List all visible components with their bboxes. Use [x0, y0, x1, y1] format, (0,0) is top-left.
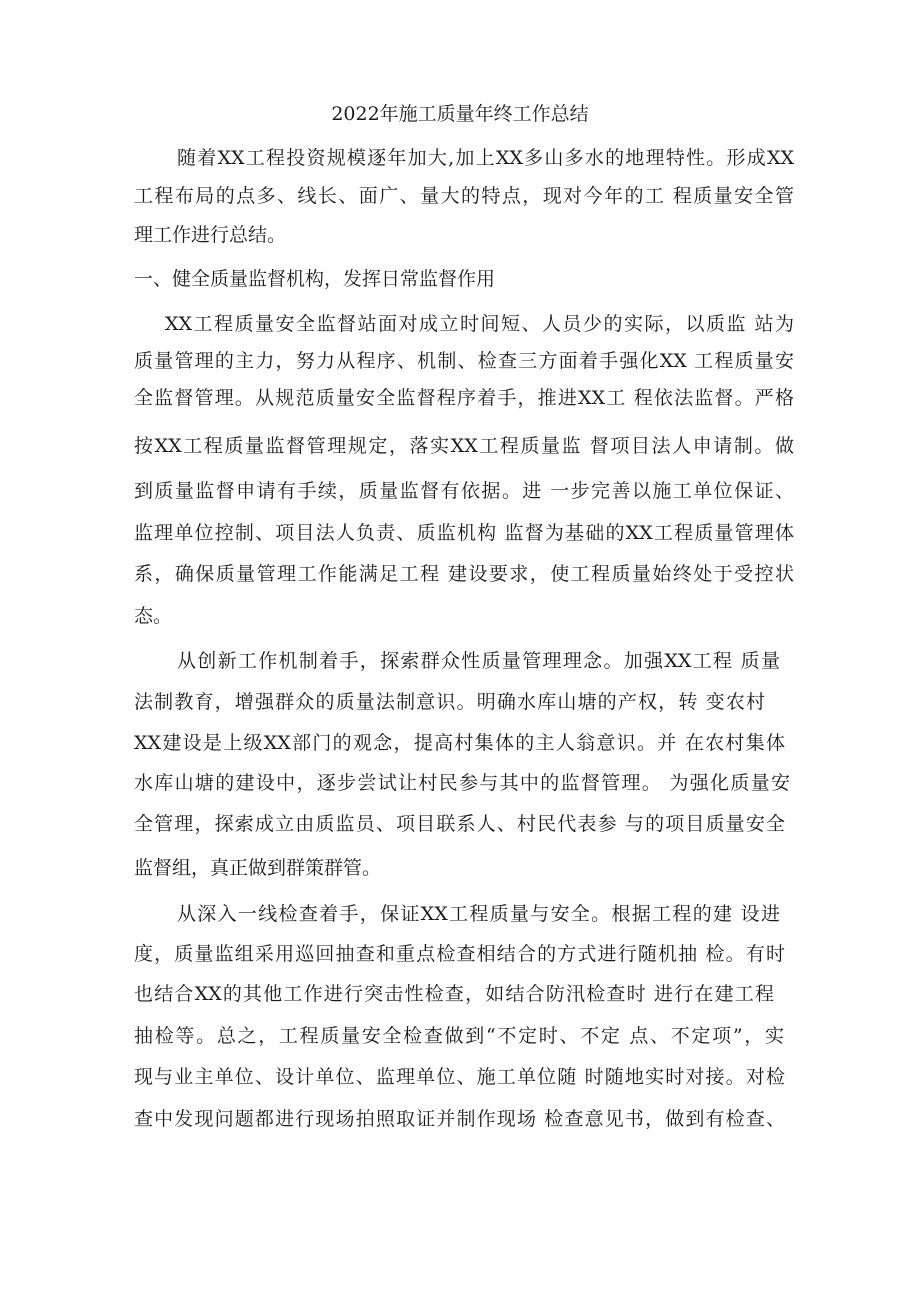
paragraph-line: 查中发现问题都进行现场拍照取证并制作现场 检查意见书，做到有检查、	[134, 1108, 785, 1130]
paragraph-line: 监理单位控制、项目法人负责、质监机构 监督为基础的XX工程质量管理体	[134, 522, 794, 544]
paragraph-line: 从创新工作机制着手，探索群众性质量管理理念。加强XX工程 质量	[177, 650, 780, 672]
paragraph-line: 监督组，真正做到群策群管。	[134, 857, 382, 879]
paragraph-line: 理工作进行总结。	[134, 224, 287, 246]
paragraph-line: 抽检等。总之，工程质量安全检查做到“不定时、不定 点、不定项”，实	[134, 1025, 784, 1047]
paragraph-line: XX建设是上级XX部门的观念，提高村集体的主人翁意识。并 在农村集体	[134, 732, 785, 754]
paragraph-line: 态。	[134, 605, 173, 627]
paragraph-line: 随着XX工程投资规模逐年加大,加上XX多山多水的地理特性。形成XX	[177, 147, 794, 169]
paragraph-line: 工程布局的点多、线长、面广、量大的特点，现对今年的工 程质量安全管	[134, 185, 794, 207]
paragraph-line: 到质量监督申请有手续，质量监督有依据。进 一步完善以施工单位保证、	[134, 480, 794, 502]
paragraph-line: 也结合XX的其他工作进行突击性检查，如结合防汛检查时 进行在建工程	[134, 983, 774, 1005]
paragraph-line: 系，确保质量管理工作能满足工程 建设要求，使工程质量始终处于受控状	[134, 563, 794, 585]
paragraph-line: 全监督管理。从规范质量安全监督程序着手，推进XX工 程依法监督。严格	[134, 387, 794, 409]
paragraph-line: 法制教育，增强群众的质量法制意识。明确水库山塘的产权，转 变农村	[134, 691, 765, 713]
paragraph-line: XX工程质量安全监督站面对成立时间短、人员少的实际，以质监 站为	[165, 313, 794, 335]
paragraph-line: 度，质量监组采用巡回抽查和重点检查相结合的方式进行随机抽 检。有时	[134, 943, 785, 965]
paragraph-line: 质量管理的主力，努力从程序、机制、检查三方面着手强化XX 工程质量安	[134, 350, 794, 372]
paragraph-line: 从深入一线检查着手，保证XX工程质量与安全。根据工程的建 设进	[177, 903, 780, 925]
paragraph-line: 全管理，探索成立由质监员、项目联系人、村民代表参 与的项目质量安全	[134, 813, 785, 835]
paragraph-line: 现与业主单位、设计单位、监理单位、施工单位随 时随地实时对接。对检	[134, 1066, 785, 1088]
paragraph-line: 水库山塘的建设中，逐步尝试让村民参与其中的监督管理。 为强化质量安	[134, 772, 790, 794]
document-title: 2022年施工质量年终工作总结	[331, 103, 589, 125]
paragraph-line: 按XX工程质量监督管理规定，落实XX工程质量监 督项目法人申请制。做	[134, 435, 794, 457]
section-heading: 一、健全质量监督机构，发挥日常监督作用	[134, 268, 496, 290]
